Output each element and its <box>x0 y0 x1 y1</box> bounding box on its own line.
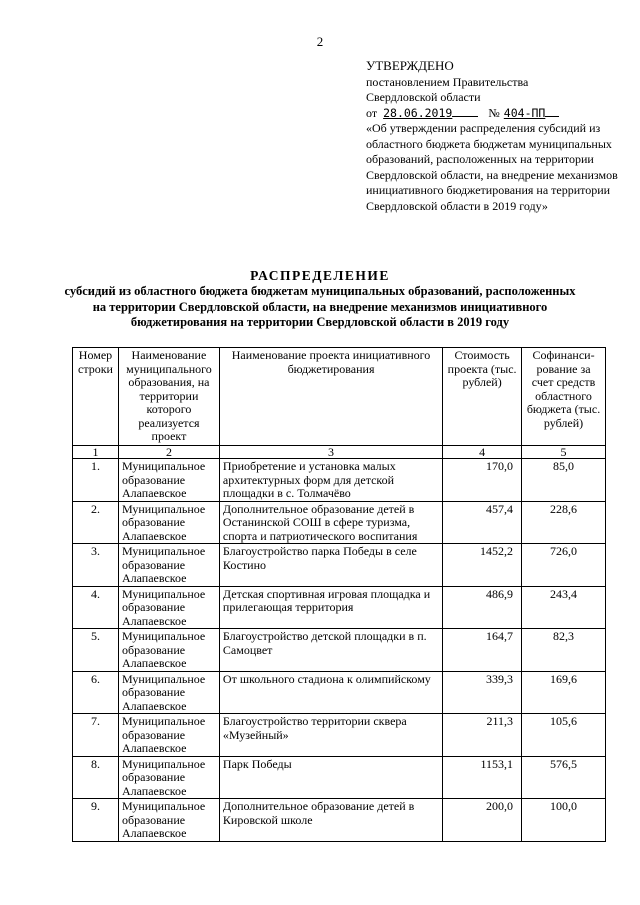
row-number-cell: 6. <box>73 671 119 714</box>
approval-line-2: Свердловской области <box>366 90 481 104</box>
approval-quote: «Об утверждении распределения субсидий из областного бюджета бюджетам муниципальных образований, расположенных на территории Свердловской области, на внедрение механизмов инициативного бюджетирования на территории Свердловской области в 2019 году» <box>366 121 618 213</box>
table-row <box>73 799 606 842</box>
table-row <box>73 714 606 757</box>
project-cost-cell: 200,0 <box>443 799 522 842</box>
approval-date-line <box>366 106 626 122</box>
subsidy-cell: 576,5 <box>522 756 606 799</box>
municipality-cell: Муниципальное образование Алапаевское <box>118 501 219 544</box>
column-index: 3 <box>219 446 442 459</box>
municipality-cell: Муниципальное образование Алапаевское <box>118 799 219 842</box>
municipality-cell: Муниципальное образование Алапаевское <box>118 544 219 587</box>
approval-date: 28.06.2019 <box>383 105 453 120</box>
row-number-cell: 5. <box>73 629 119 672</box>
table-header-row <box>73 348 606 446</box>
subsidy-cell: 100,0 <box>522 799 606 842</box>
project-cost-cell: 211,3 <box>443 714 522 757</box>
column-index: 1 <box>73 446 119 459</box>
title-main: РАСПРЕДЕЛЕНИЕ <box>250 268 390 283</box>
approval-line-1: постановлением Правительства <box>366 74 529 89</box>
title-subtitle: субсидий из областного бюджета бюджетам муниципальных образований, расположенных на территории Свердловской области, на внедрение механизмов инициативного бюджетирования на территории Свердловской области в 2019 году <box>64 284 576 329</box>
date-prefix: от <box>366 105 378 120</box>
column-index-row <box>73 446 606 459</box>
row-number-cell: 1. <box>73 459 119 502</box>
distribution-table <box>72 347 606 842</box>
project-name-cell: Дополнительное образование детей в Останинской СОШ в сфере туризма, спорта и патриотического воспитания <box>219 501 442 544</box>
table-row <box>73 586 606 629</box>
project-cost-cell: 339,3 <box>443 671 522 714</box>
subsidy-cell: 228,6 <box>522 501 606 544</box>
project-name-cell: Благоустройство территории сквера «Музейный» <box>219 714 442 757</box>
table-row <box>73 544 606 587</box>
column-index: 2 <box>118 446 219 459</box>
header-project: Наименование проекта инициативного бюджетирования <box>219 348 442 446</box>
table-row <box>73 459 606 502</box>
project-cost-cell: 457,4 <box>443 501 522 544</box>
municipality-cell: Муниципальное образование Алапаевское <box>118 714 219 757</box>
row-number-cell: 8. <box>73 756 119 799</box>
document-title <box>60 268 580 331</box>
column-index: 5 <box>522 446 606 459</box>
header-row-number: Номер строки <box>73 348 119 446</box>
municipality-cell: Муниципальное образование Алапаевское <box>118 671 219 714</box>
row-number-cell: 3. <box>73 544 119 587</box>
subsidy-cell: 105,6 <box>522 714 606 757</box>
project-cost-cell: 1153,1 <box>443 756 522 799</box>
project-cost-cell: 170,0 <box>443 459 522 502</box>
subsidy-cell: 726,0 <box>522 544 606 587</box>
project-name-cell: От школьного стадиона к олимпийскому <box>219 671 442 714</box>
column-index: 4 <box>443 446 522 459</box>
project-name-cell: Парк Победы <box>219 756 442 799</box>
header-municipality: Наименование муниципального образования, на территории которого реализуется проект <box>118 348 219 446</box>
project-name-cell: Детская спортивная игровая площадка и прилегающая территория <box>219 586 442 629</box>
project-name-cell: Благоустройство парка Победы в селе Костино <box>219 544 442 587</box>
table-row <box>73 629 606 672</box>
project-name-cell: Дополнительное образование детей в Кировской школе <box>219 799 442 842</box>
municipality-cell: Муниципальное образование Алапаевское <box>118 586 219 629</box>
row-number-cell: 4. <box>73 586 119 629</box>
project-cost-cell: 164,7 <box>443 629 522 672</box>
subsidy-cell: 85,0 <box>522 459 606 502</box>
project-cost-cell: 486,9 <box>443 586 522 629</box>
row-number-cell: 9. <box>73 799 119 842</box>
municipality-cell: Муниципальное образование Алапаевское <box>118 629 219 672</box>
approval-heading: УТВЕРЖДЕНО <box>366 58 454 73</box>
municipality-cell: Муниципальное образование Алапаевское <box>118 756 219 799</box>
subsidy-cell: 169,6 <box>522 671 606 714</box>
table-row <box>73 671 606 714</box>
row-number-cell: 2. <box>73 501 119 544</box>
approval-number: 404-ПП <box>503 105 546 120</box>
number-prefix: № <box>488 105 500 120</box>
header-cost: Стоимость проекта (тыс. рублей) <box>443 348 522 446</box>
table-row <box>73 756 606 799</box>
municipality-cell: Муниципальное образование Алапаевское <box>118 459 219 502</box>
approval-block <box>366 58 626 214</box>
row-number-cell: 7. <box>73 714 119 757</box>
subsidy-cell: 243,4 <box>522 586 606 629</box>
page-number: 2 <box>316 34 324 49</box>
project-name-cell: Благоустройство детской площадки в п. Самоцвет <box>219 629 442 672</box>
table-row <box>73 501 606 544</box>
header-subsidy: Софинанси-рование за счет средств областного бюджета (тыс. рублей) <box>522 348 606 446</box>
project-cost-cell: 1452,2 <box>443 544 522 587</box>
subsidy-cell: 82,3 <box>522 629 606 672</box>
project-name-cell: Приобретение и установка малых архитектурных форм для детской площадки в с. Толмачёво <box>219 459 442 502</box>
